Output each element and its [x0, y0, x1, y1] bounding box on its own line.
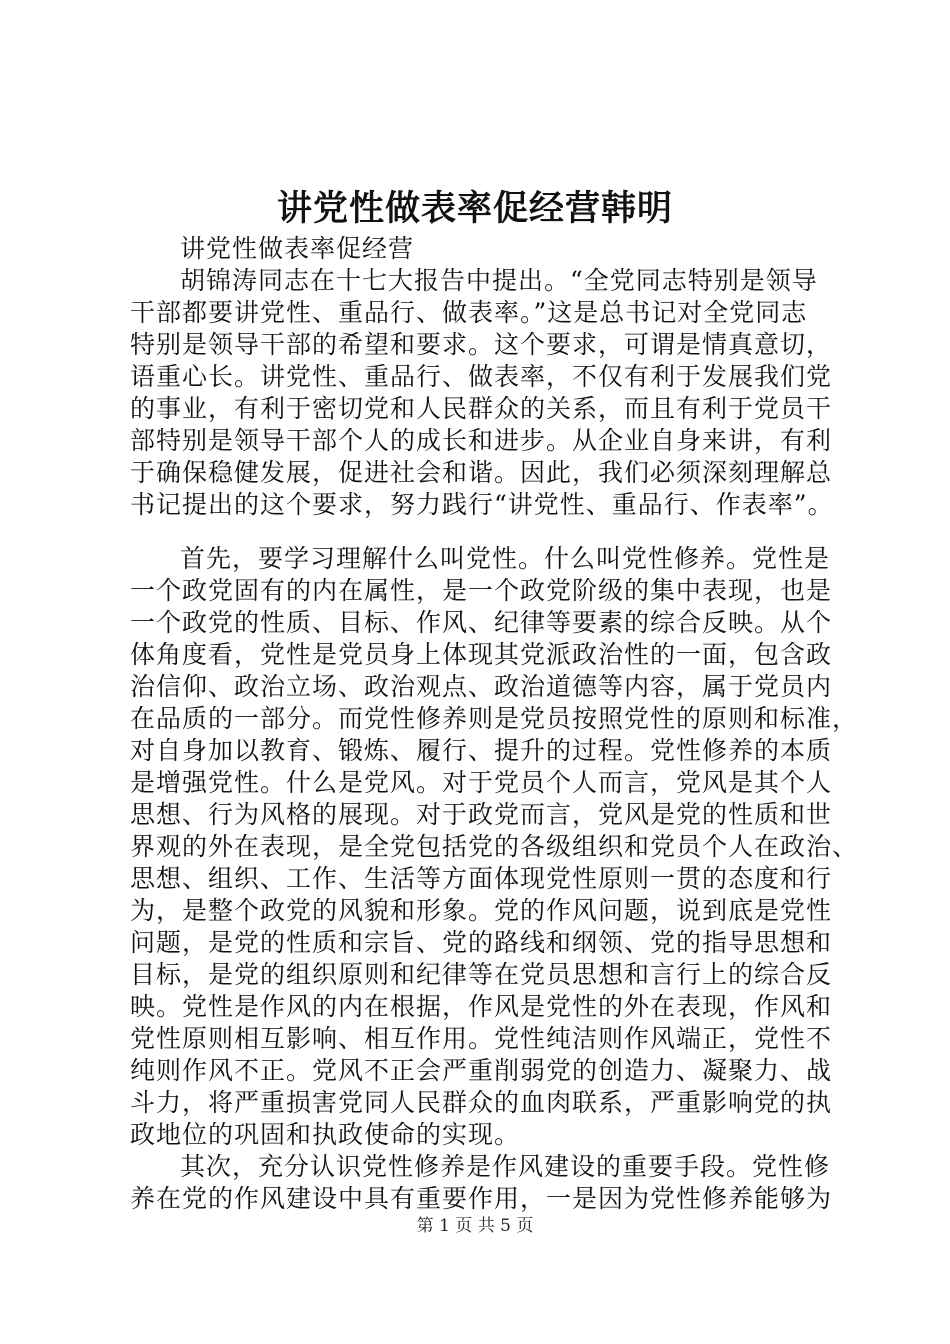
paragraph-line: 胡锦涛同志在十七大报告中提出。“全党同志特别是领导 — [180, 266, 818, 295]
paragraph-line: 为，是整个政党的风貌和形象。党的作风问题，说到底是党性 — [130, 896, 833, 925]
paragraph-line: 思想、组织、工作、生活等方面体现党性原则一贯的态度和行 — [130, 864, 833, 893]
paragraph-line: 干部都要讲党性、重品行、做表率。”这是总书记对全党同志 — [130, 298, 808, 327]
paragraph-line: 斗力，将严重损害党同人民群众的血肉联系，严重影响党的执 — [130, 1088, 833, 1117]
paragraph-line: 治信仰、政治立场、政治观点、政治道德等内容，属于党员内 — [130, 672, 833, 701]
paragraph-2 — [130, 543, 859, 1151]
paragraph-line: 一个政党的性质、目标、作风、纪律等要素的综合反映。从个 — [130, 608, 833, 637]
paragraph-line: 映。党性是作风的内在根据，作风是党性的外在表现，作风和 — [130, 992, 833, 1021]
paragraph-line: 特别是领导干部的希望和要求。这个要求，可谓是情真意切， — [130, 330, 833, 359]
paragraph-line: 一个政党固有的内在属性，是一个政党阶级的集中表现，也是 — [130, 576, 833, 605]
paragraph-line: 目标，是党的组织原则和纪律等在党员思想和言行上的综合反 — [130, 960, 833, 989]
paragraph-line: 体角度看，党性是党员身上体现其党派政治性的一面，包含政 — [130, 640, 833, 669]
paragraph-line: 在品质的一部分。而党性修养则是党员按照党性的原则和标准， — [130, 704, 859, 733]
paragraph-line: 党性原则相互影响、相互作用。党性纯洁则作风端正，党性不 — [130, 1024, 833, 1053]
document-body — [130, 233, 859, 1215]
paragraph-line: 书记提出的这个要求，努力践行“讲党性、重品行、作表率”。 — [130, 490, 834, 519]
paragraph-line: 语重心长。讲党性、重品行、做表率，不仅有利于发展我们党 — [130, 362, 833, 391]
page-number-footer: 第 1 页 共 5 页 — [416, 1216, 534, 1236]
paragraph-line: 的事业，有利于密切党和人民群众的关系，而且有利于党员干 — [130, 394, 833, 423]
paragraph-line: 养在党的作风建设中具有重要作用，一是因为党性修养能够为 — [130, 1184, 833, 1213]
paragraph-line: 部特别是领导干部个人的成长和进步。从企业自身来讲，有利 — [130, 426, 833, 455]
paragraph-1 — [130, 265, 835, 521]
paragraph-line: 其次，充分认识党性修养是作风建设的重要手段。党性修 — [180, 1152, 831, 1181]
paragraph-line: 纯则作风不正。党风不正会严重削弱党的创造力、凝聚力、战 — [130, 1056, 833, 1085]
document-title: 讲党性做表率促经营韩明 — [276, 188, 673, 229]
paragraph-line: 思想、行为风格的展现。对于政党而言，党风是党的性质和世 — [130, 800, 833, 829]
document-subtitle: 讲党性做表率促经营 — [180, 234, 415, 263]
paragraph-line: 问题，是党的性质和宗旨、党的路线和纲领、党的指导思想和 — [130, 928, 833, 957]
paragraph-line: 首先，要学习理解什么叫党性。什么叫党性修养。党性是 — [180, 544, 831, 573]
paragraph-line: 政地位的巩固和执政使命的实现。 — [130, 1120, 521, 1149]
paragraph-line: 是增强党性。什么是党风。对于党员个人而言，党风是其个人 — [130, 768, 833, 797]
paragraph-line: 界观的外在表现，是全党包括党的各级组织和党员个人在政治、 — [130, 832, 859, 861]
paragraph-3 — [130, 1151, 835, 1215]
paragraph-line: 于确保稳健发展，促进社会和谐。因此，我们必须深刻理解总 — [130, 458, 833, 487]
paragraph-spacer — [130, 521, 835, 543]
paragraph-line: 对自身加以教育、锻炼、履行、提升的过程。党性修养的本质 — [130, 736, 833, 765]
